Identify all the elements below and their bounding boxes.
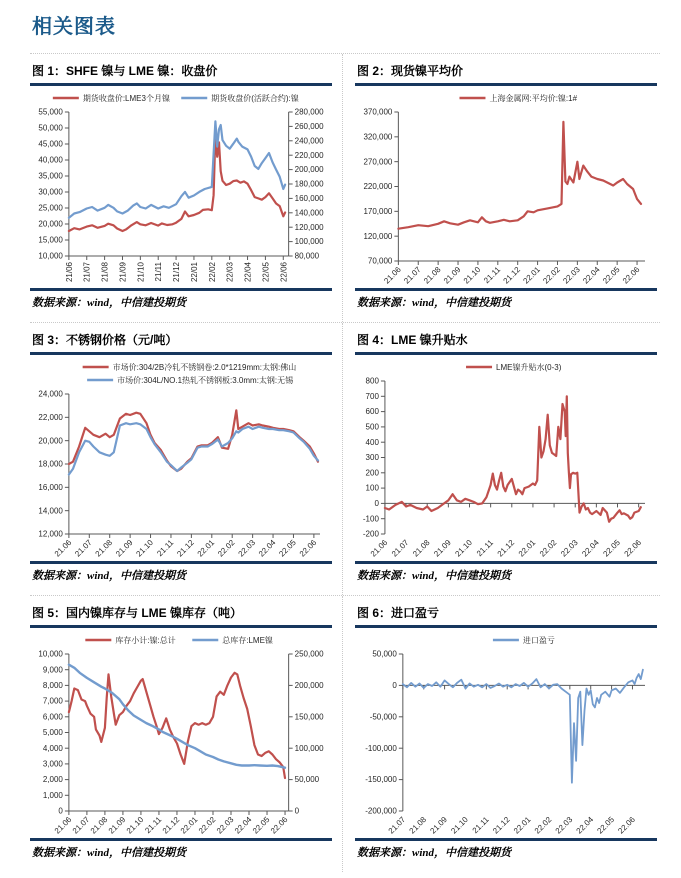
svg-text:320,000: 320,000: [363, 132, 393, 142]
svg-text:22.01: 22.01: [516, 538, 538, 559]
svg-text:24,000: 24,000: [38, 389, 63, 399]
svg-text:22.01: 22.01: [178, 815, 200, 836]
svg-text:22.02: 22.02: [532, 815, 554, 836]
svg-text:22,000: 22,000: [38, 412, 63, 422]
svg-text:22.02: 22.02: [537, 538, 559, 559]
svg-text:22.04: 22.04: [232, 815, 254, 836]
svg-text:21.12: 21.12: [495, 538, 517, 559]
svg-text:22.04: 22.04: [256, 538, 278, 559]
chart-panel-6: [343, 596, 661, 872]
chart-panel-3: [30, 323, 343, 595]
svg-text:21.08: 21.08: [411, 538, 432, 559]
svg-text:21.07: 21.07: [389, 538, 411, 559]
svg-text:200,000: 200,000: [294, 165, 324, 175]
svg-text:21.06: 21.06: [368, 538, 390, 559]
svg-text:21.07: 21.07: [402, 265, 423, 286]
svg-text:0: 0: [374, 499, 379, 508]
svg-text:22.05: 22.05: [595, 815, 617, 836]
svg-text:270,000: 270,000: [363, 157, 393, 167]
svg-text:120,000: 120,000: [294, 222, 324, 232]
svg-text:4,000: 4,000: [42, 743, 63, 753]
svg-text:21.12: 21.12: [160, 815, 182, 836]
svg-text:-200: -200: [362, 529, 379, 539]
svg-text:50,000: 50,000: [38, 123, 63, 133]
chart-6-canvas: [355, 630, 657, 838]
svg-text:600: 600: [365, 407, 379, 417]
svg-text:16,000: 16,000: [38, 482, 63, 492]
svg-text:21.06: 21.06: [52, 815, 74, 836]
svg-text:14,000: 14,000: [38, 506, 63, 516]
svg-text:5,000: 5,000: [42, 728, 63, 738]
svg-text:15,000: 15,000: [38, 235, 63, 245]
svg-text:21.06: 21.06: [382, 265, 403, 286]
svg-text:22.04: 22.04: [574, 815, 596, 836]
chart-row-2: [30, 322, 660, 595]
svg-text:6,000: 6,000: [42, 712, 63, 722]
svg-text:50,000: 50,000: [372, 649, 397, 659]
svg-text:22/06: 22/06: [279, 262, 289, 283]
svg-text:22.02: 22.02: [216, 538, 237, 559]
svg-text:-100,000: -100,000: [365, 743, 397, 753]
svg-text:21.08: 21.08: [88, 815, 110, 836]
svg-text:21.06: 21.06: [52, 538, 74, 559]
chart-panel-1: [30, 54, 343, 322]
svg-text:40,000: 40,000: [38, 155, 63, 165]
chart-1-source: 数据来源：wind，中信建投期货: [30, 288, 332, 312]
svg-text:70,000: 70,000: [367, 256, 393, 266]
svg-text:200: 200: [365, 468, 379, 478]
svg-text:240,000: 240,000: [294, 136, 324, 146]
svg-text:-50,000: -50,000: [369, 712, 397, 722]
svg-text:12,000: 12,000: [38, 529, 63, 539]
svg-text:进口盈亏: 进口盈亏: [522, 636, 555, 645]
svg-text:45,000: 45,000: [38, 139, 63, 149]
svg-text:上海金属网:平均价:镍:1#: 上海金属网:平均价:镍:1#: [489, 94, 578, 103]
svg-text:22/01: 22/01: [189, 262, 199, 283]
svg-text:160,000: 160,000: [294, 194, 324, 203]
svg-text:55,000: 55,000: [38, 107, 63, 117]
svg-text:9,000: 9,000: [42, 665, 63, 675]
svg-text:期货收盘价(活跃合约):镍: 期货收盘价(活跃合约):镍: [211, 94, 299, 103]
svg-text:21.10: 21.10: [461, 265, 483, 286]
svg-text:260,000: 260,000: [294, 122, 324, 131]
chart-1-title: 图 1：SHFE 镍与 LME 镍：收盘价: [30, 56, 332, 86]
svg-text:22.05: 22.05: [601, 538, 622, 559]
svg-text:22.06: 22.06: [622, 538, 644, 559]
svg-text:0: 0: [294, 806, 300, 816]
svg-text:50,000: 50,000: [294, 775, 320, 785]
svg-text:21.11: 21.11: [143, 815, 164, 836]
svg-text:3,000: 3,000: [42, 759, 63, 769]
chart-2-title: 图 2：现货镍平均价: [355, 56, 657, 86]
svg-text:22.06: 22.06: [616, 815, 637, 836]
svg-text:100,000: 100,000: [294, 743, 324, 753]
svg-text:21/08: 21/08: [100, 262, 110, 283]
chart-3-source: 数据来源：wind，中信建投期货: [30, 561, 332, 585]
svg-text:22/03: 22/03: [225, 262, 235, 283]
svg-text:21.07: 21.07: [386, 815, 408, 836]
svg-text:21.09: 21.09: [441, 265, 463, 286]
chart-panel-5: [30, 596, 343, 872]
chart-5-source: 数据来源：wind，中信建投期货: [30, 838, 332, 862]
svg-text:-200,000: -200,000: [365, 806, 397, 816]
svg-text:库存小计:镍:总计: 库存小计:镍:总计: [115, 636, 176, 645]
svg-text:21.11: 21.11: [155, 538, 176, 559]
chart-panel-4: [343, 323, 661, 595]
svg-text:21.12: 21.12: [175, 538, 196, 559]
svg-text:21.10: 21.10: [124, 815, 146, 836]
svg-text:100: 100: [365, 483, 379, 493]
svg-text:100,000: 100,000: [294, 237, 324, 247]
chart-row-1: [30, 53, 660, 322]
svg-text:80,000: 80,000: [294, 251, 320, 261]
svg-text:1,000: 1,000: [42, 790, 63, 800]
chart-2-source: 数据来源：wind，中信建投期货: [355, 288, 657, 312]
svg-text:21.09: 21.09: [106, 815, 128, 836]
chart-row-3: [30, 595, 660, 872]
svg-text:10,000: 10,000: [38, 251, 63, 261]
svg-text:22.03: 22.03: [236, 538, 258, 559]
svg-text:22.03: 22.03: [561, 265, 582, 286]
svg-text:22.06: 22.06: [268, 815, 290, 836]
svg-text:21.08: 21.08: [422, 265, 443, 286]
svg-text:21.07: 21.07: [70, 815, 92, 836]
svg-text:21.11: 21.11: [474, 538, 496, 559]
svg-text:-100: -100: [362, 514, 379, 524]
svg-text:21/06: 21/06: [64, 262, 74, 283]
svg-text:370,000: 370,000: [363, 107, 393, 117]
chart-5-canvas: [30, 630, 332, 838]
svg-text:21.10: 21.10: [449, 815, 470, 836]
svg-text:200,000: 200,000: [294, 681, 324, 690]
svg-text:LME镍升贴水(0-3): LME镍升贴水(0-3): [496, 363, 562, 372]
chart-3-canvas: [30, 357, 332, 561]
svg-text:21/12: 21/12: [172, 262, 182, 283]
svg-text:8,000: 8,000: [42, 681, 63, 690]
svg-text:21.08: 21.08: [407, 815, 429, 836]
svg-text:10,000: 10,000: [38, 649, 63, 659]
svg-text:21.11: 21.11: [482, 265, 503, 286]
svg-text:20,000: 20,000: [38, 219, 63, 229]
svg-text:280,000: 280,000: [294, 107, 324, 117]
svg-text:7,000: 7,000: [42, 696, 63, 706]
svg-text:22.03: 22.03: [553, 815, 575, 836]
svg-text:22.03: 22.03: [559, 538, 580, 559]
svg-text:35,000: 35,000: [38, 171, 63, 181]
svg-text:22/02: 22/02: [207, 262, 217, 283]
svg-text:300: 300: [365, 453, 379, 463]
svg-text:22.01: 22.01: [511, 815, 533, 836]
svg-text:22.04: 22.04: [580, 538, 601, 559]
svg-text:21.12: 21.12: [501, 265, 523, 286]
svg-text:220,000: 220,000: [363, 182, 393, 192]
svg-text:2,000: 2,000: [42, 775, 63, 785]
svg-text:22.01: 22.01: [521, 265, 543, 286]
svg-text:21.10: 21.10: [134, 538, 155, 559]
svg-text:21.10: 21.10: [453, 538, 474, 559]
svg-text:170,000: 170,000: [363, 206, 393, 216]
svg-text:市场价:304L/NO.1热轧不锈钢板:3.0mm:太钢:无: 市场价:304L/NO.1热轧不锈钢板:3.0mm:太钢:无锡: [117, 376, 294, 385]
chart-5-title: 图 5：国内镍库存与 LME 镍库存（吨）: [30, 598, 332, 628]
svg-text:22/05: 22/05: [261, 262, 271, 283]
svg-text:21.11: 21.11: [470, 815, 491, 836]
svg-text:800: 800: [365, 376, 379, 386]
svg-text:21.09: 21.09: [432, 538, 453, 559]
chart-1-canvas: [30, 88, 332, 288]
svg-text:140,000: 140,000: [294, 208, 324, 218]
svg-text:-150,000: -150,000: [365, 775, 397, 785]
svg-text:21.07: 21.07: [73, 538, 94, 559]
svg-text:21.09: 21.09: [114, 538, 135, 559]
chart-2-canvas: [355, 88, 657, 288]
svg-text:21/09: 21/09: [118, 262, 128, 283]
svg-text:总库存:LME镍: 总库存:LME镍: [222, 636, 273, 645]
svg-text:180,000: 180,000: [294, 179, 324, 189]
svg-text:22.03: 22.03: [214, 815, 236, 836]
svg-text:22.02: 22.02: [541, 265, 562, 286]
chart-3-title: 图 3：不锈钢价格（元/吨）: [30, 325, 332, 355]
svg-text:22.05: 22.05: [601, 265, 622, 286]
svg-text:400: 400: [365, 437, 379, 447]
svg-text:500: 500: [365, 422, 379, 432]
svg-text:18,000: 18,000: [38, 459, 63, 469]
svg-text:21/07: 21/07: [82, 262, 92, 283]
svg-text:20,000: 20,000: [38, 436, 63, 446]
svg-text:120,000: 120,000: [363, 231, 393, 241]
svg-text:期货收盘价:LME3个月镍: 期货收盘价:LME3个月镍: [82, 94, 170, 103]
svg-text:22.05: 22.05: [277, 538, 298, 559]
svg-text:0: 0: [392, 681, 397, 690]
svg-text:22.06: 22.06: [297, 538, 319, 559]
svg-text:25,000: 25,000: [38, 203, 63, 213]
svg-text:150,000: 150,000: [294, 712, 324, 722]
svg-text:22.02: 22.02: [196, 815, 218, 836]
svg-text:250,000: 250,000: [294, 649, 324, 659]
chart-6-title: 图 6：进口盈亏: [355, 598, 657, 628]
svg-text:22.04: 22.04: [581, 265, 602, 286]
svg-text:30,000: 30,000: [38, 187, 63, 197]
page-title: 相关图表: [32, 16, 116, 38]
svg-text:21.08: 21.08: [93, 538, 115, 559]
chart-4-source: 数据来源：wind，中信建投期货: [355, 561, 657, 585]
svg-text:22.06: 22.06: [620, 265, 642, 286]
svg-text:22.05: 22.05: [250, 815, 272, 836]
svg-text:21.12: 21.12: [491, 815, 512, 836]
svg-text:220,000: 220,000: [294, 150, 324, 160]
chart-4-canvas: [355, 357, 657, 561]
svg-text:市场价:304/2B冷轧不锈钢卷:2.0*1219mm:太钢: 市场价:304/2B冷轧不锈钢卷:2.0*1219mm:太钢:佛山: [112, 363, 297, 372]
svg-text:0: 0: [58, 806, 63, 816]
chart-panel-2: [343, 54, 661, 322]
svg-text:22.01: 22.01: [195, 538, 217, 559]
svg-text:21/11: 21/11: [154, 262, 164, 282]
svg-text:700: 700: [365, 391, 379, 401]
svg-text:22/04: 22/04: [243, 262, 253, 283]
chart-6-source: 数据来源：wind，中信建投期货: [355, 838, 657, 862]
svg-text:21/10: 21/10: [136, 262, 146, 283]
chart-4-title: 图 4：LME 镍升贴水: [355, 325, 657, 355]
svg-text:21.09: 21.09: [428, 815, 450, 836]
